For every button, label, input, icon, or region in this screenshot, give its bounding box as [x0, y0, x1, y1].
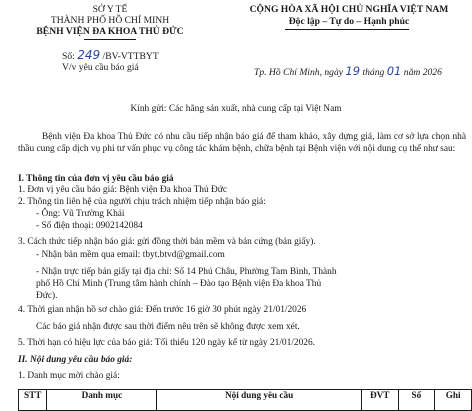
recipient-line: Kính gửi: Các hãng sản xuất, nhà cung cấp tại Việt Nam — [130, 104, 342, 114]
direct-address-line3: Đức). — [36, 291, 58, 301]
document-subject: V/v yêu cầu báo giá — [62, 62, 139, 73]
date-mid: tháng — [362, 67, 385, 78]
direct-address-line2: phố Hồ Chí Minh (Trung tâm hành chính – Đào tạo Bệnh viện Đa khoa Thủ — [36, 279, 322, 289]
section2-item1: 1. Danh mục mời chào giá: — [18, 371, 120, 381]
document-number — [62, 50, 159, 62]
section2-title: II. Nội dung yêu cầu báo giá: — [18, 355, 133, 365]
national-title: CỘNG HÒA XÃ HỘI CHỦ NGHĨA VIỆT NAM — [249, 4, 449, 15]
email-line: - Nhận bản mềm qua email: tbyt.btvd@gmail.com — [36, 250, 225, 260]
date-prefix: Tp. Hồ Chí Minh, ngày — [254, 67, 344, 78]
intro-paragraph: Bệnh viện Đa khoa Thủ Đức có nhu cầu tiếp nhận báo giá để tham khảo, xây dựng giá, làm cơ sở lựa chọn nhà thầu cung cấp dịch vụ phi tư vấn phục vụ công tác khám bệnh, chữa bệnh tại Bệnh viện với nội dung cụ thể như sau: — [18, 132, 466, 154]
section1-item2: 2. Thông tin liên hệ của người chịu trách nhiệm tiếp nhận báo giá: — [18, 197, 266, 207]
table-header-quantity: Số — [398, 390, 435, 411]
date-month-handwritten: 01 — [386, 64, 402, 78]
date-day-handwritten: 19 — [345, 64, 361, 78]
right-header-rule — [285, 29, 409, 30]
document-date — [254, 66, 442, 78]
table-header-requirements: Nội dung yêu cầu — [157, 390, 361, 411]
table-header-stt: STT — [19, 390, 47, 411]
doc-no-handwritten: 249 — [77, 48, 101, 62]
left-header-rule — [84, 39, 136, 40]
agency-line2: THÀNH PHỐ HỒ CHÍ MINH — [50, 15, 170, 26]
section1-title: I. Thông tin của đơn vị yêu cầu báo giá — [18, 174, 174, 184]
agency-line1: SỞ Y TẾ — [92, 4, 128, 15]
table-header-row — [19, 390, 472, 411]
national-motto: Độc lập – Tự do – Hạnh phúc — [288, 16, 410, 27]
section1-item1: 1. Đơn vị yêu cầu báo giá: Bệnh viện Đa khoa Thủ Đức — [18, 185, 228, 195]
section1-item5: 5. Thời hạn có hiệu lực của báo giá: Tối thiểu 120 ngày kể từ ngày 21/01/2026. — [18, 338, 316, 348]
direct-address-line1: - Nhận trực tiếp bản giấy tại địa chỉ: Số 14 Phú Châu, Phường Tam Bình, Thành — [36, 267, 337, 277]
date-suffix: năm 2026 — [403, 67, 442, 78]
table-header-note: Ghi — [435, 390, 472, 411]
contact-name: - Ông: Vũ Trường Khải — [36, 209, 125, 219]
doc-no-suffix: /BV-VTTBYT — [102, 51, 159, 62]
table-header-unit: ĐVT — [361, 390, 398, 411]
section1-item3: 3. Cách thức tiếp nhận báo giá: gửi đồng thời bản mềm và bản cứng (bản giấy). — [18, 237, 316, 247]
hospital-name: BỆNH VIỆN ĐA KHOA THỦ ĐỨC — [36, 26, 184, 37]
doc-no-prefix: Số: — [62, 51, 75, 62]
table-header-category: Danh mục — [47, 390, 157, 411]
section1-item4-note: Các báo giá nhận được sau thời điểm nêu trên sẽ không được xem xét. — [36, 322, 300, 332]
price-request-table — [18, 389, 472, 411]
contact-phone: - Số điện thoại: 0902142084 — [36, 221, 143, 231]
section1-item4: 4. Thời gian nhận hồ sơ chào giá: Đến trước 16 giờ 30 phút ngày 21/01/2026 — [18, 305, 307, 315]
